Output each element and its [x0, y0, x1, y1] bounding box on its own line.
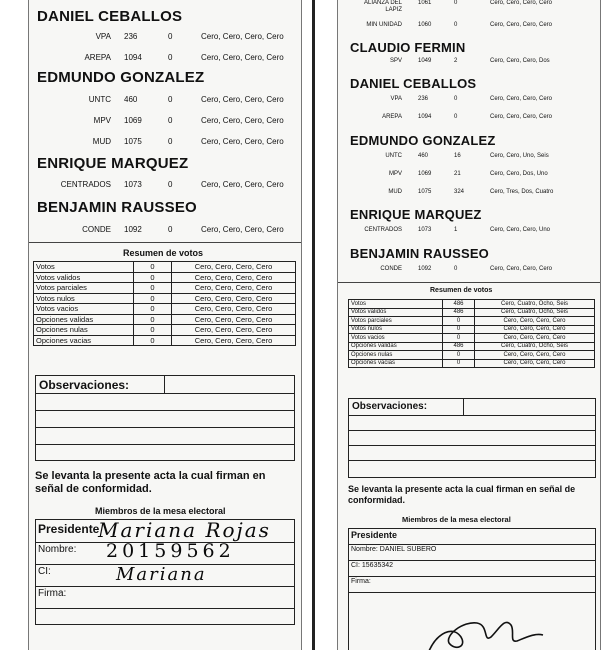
ci-row	[349, 560, 595, 577]
party-votes: 0	[168, 180, 173, 189]
handwritten-number: 20159562	[106, 540, 235, 562]
resumen-table	[348, 299, 595, 368]
party-votes-words: Cero, Cero, Cero, Cero	[201, 137, 284, 146]
party-votes: 0	[168, 32, 173, 41]
party-votes-words: Cero, Cero, Cero, Cero	[490, 0, 553, 6]
president-form	[348, 528, 596, 650]
firma-label: Firma:	[351, 578, 371, 585]
candidate-name: ENRIQUE MARQUEZ	[350, 207, 482, 222]
table-row	[349, 308, 595, 317]
resumen-label: Votos validos	[34, 272, 134, 283]
table-row	[349, 351, 595, 360]
resumen-words: Cero, Cuatro, Ocho, Seis	[475, 300, 595, 309]
party-name: CONDE	[380, 266, 402, 272]
presidente-label: Presidente	[38, 522, 100, 536]
party-code: 1073	[124, 180, 142, 189]
resumen-words: Cero, Cero, Cero, Cero	[172, 325, 296, 336]
resumen-words: Cero, Cero, Cero, Cero	[172, 293, 296, 304]
party-votes: 0	[454, 96, 458, 102]
resumen-label: Votos	[349, 300, 443, 309]
firma-label: Firma:	[38, 588, 67, 599]
party-code: 1094	[418, 114, 432, 120]
party-name: CENTRADOS	[60, 180, 111, 189]
party-row	[338, 171, 600, 185]
divider	[463, 399, 464, 415]
party-code: 1092	[124, 225, 142, 234]
observaciones-line	[36, 393, 294, 394]
party-name: SPV	[389, 58, 402, 64]
divider	[164, 376, 165, 393]
observaciones-label: Observaciones:	[39, 378, 130, 392]
resumen-value: 0	[134, 325, 172, 336]
resumen-value: 0	[134, 293, 172, 304]
table-row	[349, 342, 595, 351]
party-code: 1092	[418, 266, 432, 272]
party-votes-words: Cero, Cero, Cero, Cero	[201, 32, 284, 41]
resumen-words: Cero, Cero, Cero, Cero	[172, 272, 296, 283]
observaciones-label: Observaciones:	[352, 401, 428, 412]
table-row	[349, 300, 595, 309]
table-row	[34, 272, 296, 283]
table-row	[34, 314, 296, 325]
resumen-label: Opciones validas	[34, 314, 134, 325]
party-votes-words: Cero, Cero, Cero, Cero	[490, 266, 553, 272]
candidate-name: CLAUDIO FERMIN	[350, 40, 466, 55]
left-tally-sheet	[28, 0, 302, 650]
resumen-words: Cero, Cero, Cero, Cero	[475, 325, 595, 334]
observaciones-line	[349, 415, 595, 416]
resumen-words: Cero, Cero, Cero, Cero	[172, 304, 296, 315]
party-row	[338, 266, 600, 280]
party-name: AREPA	[84, 53, 111, 62]
signature-scribble	[419, 613, 549, 650]
resumen-value: 0	[134, 314, 172, 325]
resumen-value: 0	[443, 317, 475, 326]
party-row	[29, 137, 301, 151]
party-votes-words: Cero, Cero, Dos, Uno	[490, 171, 548, 177]
resumen-words: Cero, Cero, Cero, Cero	[172, 335, 296, 346]
party-name: MPV	[388, 171, 402, 177]
resumen-label: Votos nulos	[34, 293, 134, 304]
resumen-value: 0	[443, 334, 475, 343]
resumen-label: Opciones nulas	[34, 325, 134, 336]
party-votes: 21	[454, 171, 461, 177]
party-row	[338, 96, 600, 110]
candidate-name: EDMUNDO GONZALEZ	[350, 133, 496, 148]
closing-statement: Se levanta la presente acta la cual firman en señal de conformidad.	[348, 484, 576, 505]
party-code: 1075	[124, 137, 142, 146]
party-name: ALIANZA DEL LAPIZ	[363, 0, 402, 13]
party-votes: 1	[454, 227, 458, 233]
nombre-row	[349, 544, 595, 561]
party-votes: 0	[454, 114, 458, 120]
resumen-words: Cero, Cero, Cero, Cero	[172, 262, 296, 273]
party-code: 1075	[418, 189, 432, 195]
party-name: MIN UNIDAD	[366, 22, 402, 28]
firma-row	[36, 586, 294, 609]
president-row	[349, 529, 595, 545]
party-code: 1073	[418, 227, 432, 233]
resumen-words: Cero, Cero, Cero, Cero	[475, 351, 595, 360]
party-votes-words: Cero, Cero, Cero, Uno	[490, 227, 551, 233]
party-name: UNTC	[385, 153, 402, 159]
resumen-value: 0	[134, 283, 172, 294]
party-votes: 0	[168, 95, 173, 104]
party-votes: 0	[168, 137, 173, 146]
party-votes: 324	[454, 189, 465, 195]
observaciones-line	[349, 430, 595, 431]
ci-label: CI:	[38, 566, 51, 577]
page-separator	[312, 0, 315, 650]
table-row	[349, 325, 595, 334]
table-row	[34, 325, 296, 336]
observaciones-line	[36, 410, 294, 411]
handwritten-name: Mariana Rojas	[98, 518, 271, 542]
table-row	[34, 304, 296, 315]
nombre-label: Nombre:	[38, 544, 77, 555]
closing-statement: Se levanta la presente acta la cual firman en señal de conformidad.	[35, 470, 266, 495]
mesa-title: Miembros de la mesa electoral	[95, 506, 226, 516]
table-row	[349, 334, 595, 343]
resumen-label: Opciones vacias	[34, 335, 134, 346]
party-votes-words: Cero, Cero, Cero, Cero	[490, 114, 553, 120]
party-row	[338, 58, 600, 72]
party-row	[338, 0, 600, 14]
party-votes: 0	[454, 266, 458, 272]
nombre-label: Nombre: DANIEL SUBERO	[351, 546, 437, 553]
candidate-name: BENJAMIN RAUSSEO	[350, 246, 489, 261]
table-row	[34, 262, 296, 273]
mesa-title: Miembros de la mesa electoral	[402, 515, 511, 524]
party-name: CENTRADOS	[364, 227, 402, 233]
party-votes: 0	[168, 225, 173, 234]
table-row	[34, 283, 296, 294]
party-row	[29, 53, 301, 67]
party-votes-words: Cero, Cero, Cero, Cero	[490, 96, 553, 102]
party-votes-words: Cero, Cero, Cero, Cero	[201, 95, 284, 104]
resumen-value: 486	[443, 300, 475, 309]
party-votes-words: Cero, Tres, Dos, Cuatro	[490, 189, 554, 195]
party-votes-words: Cero, Cero, Uno, Seis	[490, 153, 549, 159]
observaciones-line	[36, 444, 294, 445]
party-row	[338, 189, 600, 203]
resumen-label: Votos parciales	[34, 283, 134, 294]
party-votes-words: Cero, Cero, Cero, Dos	[490, 58, 550, 64]
party-code: 460	[418, 153, 429, 159]
party-row	[338, 153, 600, 167]
resumen-words: Cero, Cero, Cero, Cero	[475, 317, 595, 326]
party-row	[29, 116, 301, 130]
resumen-value: 0	[134, 304, 172, 315]
party-name: VPA	[95, 32, 111, 41]
resumen-label: Opciones nulas	[349, 351, 443, 360]
resumen-label: Votos validos	[349, 308, 443, 317]
party-name: VPA	[390, 96, 402, 102]
party-code: 1060	[418, 22, 432, 28]
party-row	[338, 227, 600, 241]
candidate-name: EDMUNDO GONZALEZ	[37, 69, 205, 86]
party-votes-words: Cero, Cero, Cero, Cero	[201, 116, 284, 125]
party-row	[338, 22, 600, 36]
resumen-label: Votos vacios	[34, 304, 134, 315]
resumen-value: 486	[443, 342, 475, 351]
resumen-label: Votos parciales	[349, 317, 443, 326]
presidente-label: Presidente	[351, 530, 398, 540]
party-votes: 0	[168, 116, 173, 125]
party-votes: 0	[168, 53, 173, 62]
party-name: MUD	[388, 189, 402, 195]
party-code: 1069	[418, 171, 432, 177]
observaciones-box	[348, 398, 596, 478]
party-row	[29, 32, 301, 46]
party-code: 1061	[418, 0, 432, 6]
party-votes-words: Cero, Cero, Cero, Cero	[201, 180, 284, 189]
party-votes: 2	[454, 58, 458, 64]
ci-label: CI: 15635342	[351, 562, 394, 569]
resumen-value: 0	[134, 272, 172, 283]
table-row	[349, 317, 595, 326]
resumen-value: 0	[443, 359, 475, 368]
party-code: 1049	[418, 58, 432, 64]
resumen-words: Cero, Cero, Cero, Cero	[172, 283, 296, 294]
resumen-words: Cero, Cero, Cero, Cero	[475, 359, 595, 368]
party-votes: 0	[454, 0, 458, 6]
candidate-name: DANIEL CEBALLOS	[37, 8, 183, 25]
resumen-label: Votos	[34, 262, 134, 273]
observaciones-line	[36, 427, 294, 428]
party-row	[29, 180, 301, 194]
resumen-label: Opciones validas	[349, 342, 443, 351]
resumen-label: Votos nulos	[349, 325, 443, 334]
table-row	[34, 293, 296, 304]
right-tally-sheet	[337, 0, 601, 650]
party-name: MPV	[93, 116, 111, 125]
handwritten-signature: Mariana	[116, 564, 207, 585]
resumen-words: Cero, Cuatro, Ocho, Seis	[475, 342, 595, 351]
resumen-words: Cero, Cero, Cero, Cero	[172, 314, 296, 325]
resumen-value: 0	[134, 335, 172, 346]
party-code: 1094	[124, 53, 142, 62]
party-name: UNTC	[88, 95, 111, 104]
president-form	[35, 519, 295, 625]
candidate-name: DANIEL CEBALLOS	[350, 76, 477, 91]
party-code: 236	[418, 96, 429, 102]
party-votes-words: Cero, Cero, Cero, Cero	[490, 22, 553, 28]
observaciones-box	[35, 375, 295, 461]
party-row	[338, 114, 600, 128]
table-row	[34, 335, 296, 346]
party-votes-words: Cero, Cero, Cero, Cero	[201, 53, 284, 62]
resumen-title: Resumen de votos	[123, 248, 204, 258]
resumen-title: Resumen de votos	[430, 287, 493, 294]
divider	[29, 242, 301, 243]
resumen-value: 0	[443, 325, 475, 334]
party-name: CONDE	[82, 225, 111, 234]
divider	[338, 282, 600, 283]
observaciones-line	[349, 460, 595, 461]
party-votes-words: Cero, Cero, Cero, Cero	[201, 225, 284, 234]
table-row	[349, 359, 595, 368]
party-name: MUD	[92, 137, 111, 146]
resumen-value: 0	[134, 262, 172, 273]
candidate-name: ENRIQUE MARQUEZ	[37, 155, 189, 172]
resumen-table	[33, 261, 296, 346]
party-row	[29, 225, 301, 239]
party-code: 460	[124, 95, 138, 104]
resumen-words: Cero, Cero, Cero, Cero	[475, 334, 595, 343]
party-row	[29, 95, 301, 109]
resumen-label: Opciones vacias	[349, 359, 443, 368]
party-code: 1069	[124, 116, 142, 125]
resumen-value: 0	[443, 351, 475, 360]
resumen-words: Cero, Cuatro, Ocho, Seis	[475, 308, 595, 317]
party-votes: 16	[454, 153, 461, 159]
resumen-label: Votos vacios	[349, 334, 443, 343]
party-name: AREPA	[382, 114, 402, 120]
candidate-name: BENJAMIN RAUSSEO	[37, 199, 197, 216]
resumen-value: 486	[443, 308, 475, 317]
party-code: 236	[124, 32, 138, 41]
observaciones-line	[349, 445, 595, 446]
party-votes: 0	[454, 22, 458, 28]
firma-row	[349, 576, 595, 593]
